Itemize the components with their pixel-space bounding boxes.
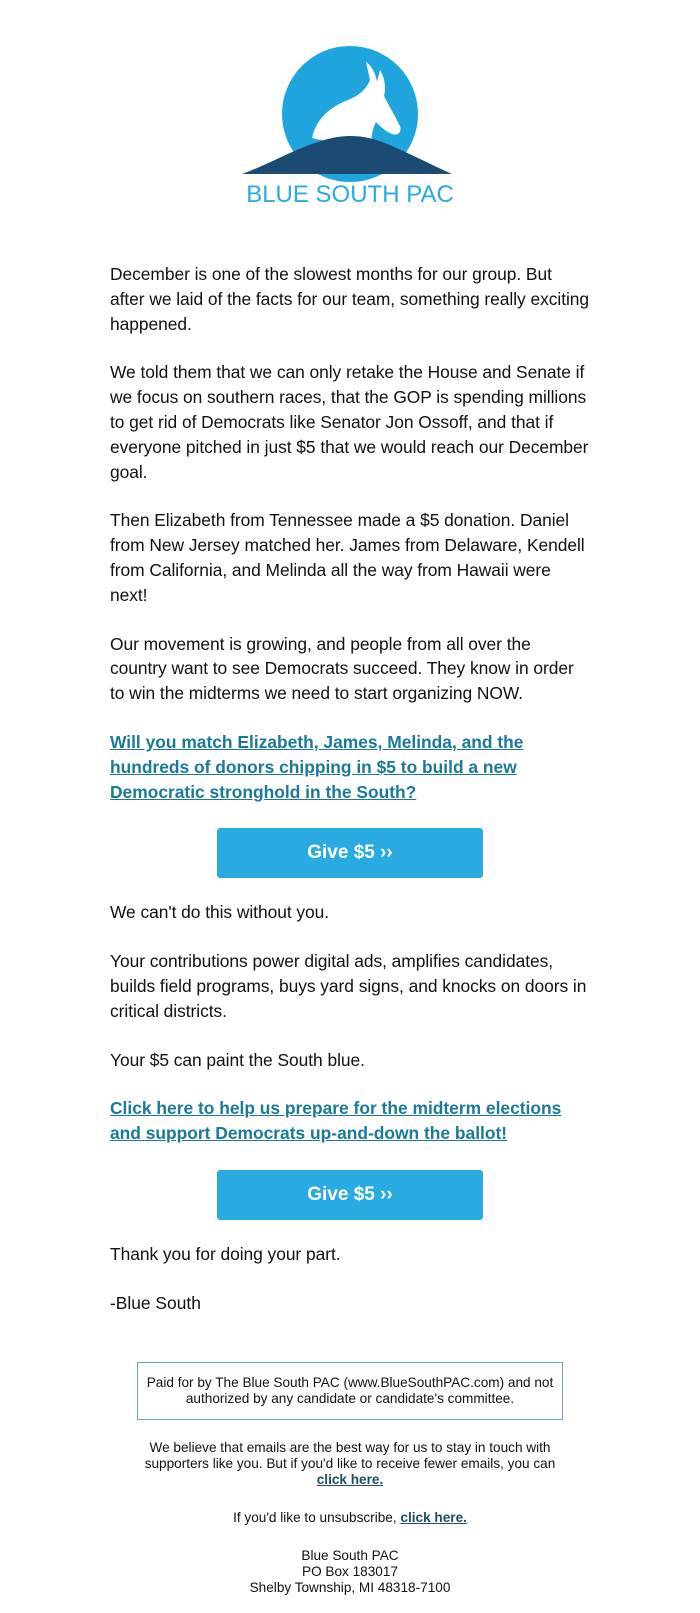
paragraph-intro: December is one of the slowest months for our group. But after we laid of the facts for our team, something really exciting happened.	[110, 264, 590, 334]
paid-for-disclaimer-box	[137, 1362, 563, 1420]
give-5-button-primary[interactable]: Give $5 ››	[217, 828, 483, 878]
brand-name-logo-text: BLUE SOUTH PAC	[246, 181, 454, 208]
fewer-emails-link[interactable]: click here.	[316, 1472, 384, 1487]
paid-for-disclaimer: Paid for by The Blue South PAC (www.BlueSouthPAC.com) and not authorized by any candidate or candidate's committee.	[146, 1375, 554, 1406]
match-donors-link[interactable]: Will you match Elizabeth, James, Melinda, and the hundreds of donors chipping in $5 to build a new Democratic stronghold in the South?	[110, 731, 524, 802]
address-line-1: Blue South PAC	[301, 1548, 399, 1563]
give-5-button-secondary[interactable]: Give $5 ››	[217, 1170, 483, 1220]
header-logo	[0, 40, 700, 220]
paragraph-need-you: We can't do this without you.	[110, 902, 330, 923]
donkey-logo-icon	[220, 40, 480, 210]
address-line-3: Shelby Township, MI 48318-7100	[249, 1580, 451, 1595]
address-line-2: PO Box 183017	[302, 1564, 398, 1579]
paragraph-thank-you: Thank you for doing your part.	[110, 1243, 341, 1264]
paragraph-contributions: Your contributions power digital ads, amplifies candidates, builds field programs, buys yard signs, and knocks on doors in critical districts.	[110, 951, 587, 1021]
signature: -Blue South	[110, 1292, 201, 1313]
unsubscribe-link[interactable]: click here.	[400, 1510, 467, 1525]
button-row-1	[110, 828, 590, 878]
midterm-support-link[interactable]: Click here to help us prepare for the midterm elections and support Democrats up-and-down the ballot!	[110, 1098, 562, 1144]
fewer-emails-note	[135, 1440, 565, 1488]
paragraph-movement: Our movement is growing, and people from all over the country want to see Democrats succeed. They know in order to win the midterms we need to start organizing NOW.	[110, 633, 574, 704]
paragraph-donors: Then Elizabeth from Tennessee made a $5 donation. Daniel from New Jersey matched her. James from Delaware, Kendell from California, and Melinda all the way from Hawaii were next!	[110, 510, 585, 605]
unsubscribe-text: If you'd like to unsubscribe,	[233, 1510, 401, 1525]
mailing-address	[0, 1548, 700, 1596]
button-row-2	[110, 1170, 590, 1220]
unsubscribe-note	[0, 1510, 700, 1526]
paragraph-paint-blue: Your $5 can paint the South blue.	[110, 1049, 365, 1070]
paragraph-strategy: We told them that we can only retake the House and Senate if we focus on southern races, that the GOP is spending millions to get rid of Democrats like Senator Jon Ossoff, and that if everyone pitched in just $5 that we would reach our December goal.	[110, 362, 589, 482]
email-footer	[0, 1362, 700, 1596]
midterm-link-wrap	[110, 1096, 590, 1146]
email-body	[110, 262, 590, 1316]
match-donors-link-wrap	[110, 730, 590, 804]
fewer-emails-text: We believe that emails are the best way for us to stay in touch with supporters like you. But if you'd like to receive fewer emails, you can	[144, 1440, 556, 1471]
